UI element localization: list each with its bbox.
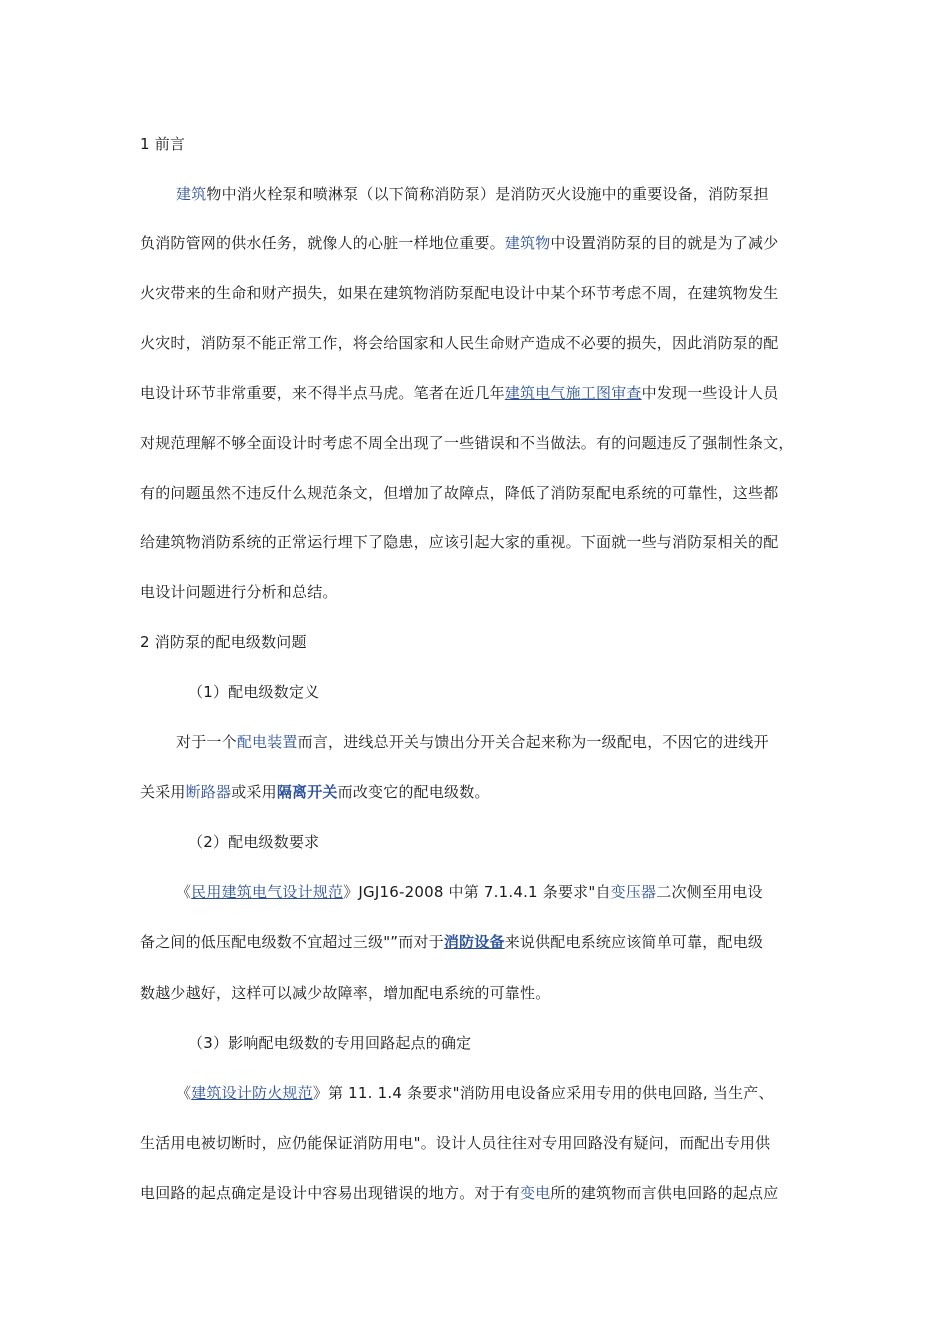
text-run: 火灾带来的生命和财产损失，如果在建筑物消防泵配电设计中某个环节考虑不周，在建筑物发生 — [140, 284, 779, 302]
keyword-term[interactable]: 变电 — [520, 1184, 551, 1202]
paragraph-line — [176, 184, 856, 204]
paragraph-line — [140, 782, 820, 802]
text-run: （3）影响配电级数的专用回路起点的确定 — [188, 1034, 472, 1052]
text-run: （2）配电级数要求 — [188, 833, 320, 851]
text-run: 二次侧至用电设 — [656, 883, 763, 901]
paragraph-line — [140, 333, 820, 353]
keyword-term[interactable]: 变压器 — [610, 883, 657, 901]
section-heading-1 — [140, 134, 820, 154]
text-run: 数越少越好，这样可以减少故障率，增加配电系统的可靠性。 — [140, 984, 551, 1002]
text-run: 负消防管网的供水任务，就像人的心脏一样地位重要。 — [140, 234, 505, 252]
paragraph-line — [140, 283, 820, 303]
subsection-heading — [188, 682, 868, 702]
text-run: 对于一个 — [176, 733, 237, 751]
text-run: 电回路的起点确定是设计中容易出现错误的地方。对于有 — [140, 1184, 521, 1202]
text-run: 而改变它的配电级数。 — [337, 783, 490, 801]
text-run: 电设计问题进行分析和总结。 — [140, 583, 338, 601]
text-run: 《 — [176, 1084, 192, 1102]
text-run: 中发现一些设计人员 — [641, 384, 779, 402]
text-run: 电设计环节非常重要，来不得半点马虎。笔者在近几年 — [140, 384, 505, 402]
paragraph-line — [140, 1183, 820, 1203]
text-run: 》第 11. 1.4 条要求"消防用电设备应采用专用的供电回路, 当生产、 — [312, 1084, 774, 1102]
keyword-term[interactable]: 建筑 — [176, 185, 207, 203]
inline-link[interactable]: 建筑设计防火规范 — [191, 1084, 313, 1102]
text-run: 或采用 — [231, 783, 277, 801]
keyword-term[interactable]: 断路器 — [185, 783, 232, 801]
text-run: 火灾时，消防泵不能正常工作，将会给国家和人民生命财产造成不必要的损失，因此消防泵的配 — [140, 334, 779, 352]
text-run: 关采用 — [140, 783, 186, 801]
paragraph-line — [176, 1083, 856, 1103]
paragraph-line — [140, 932, 820, 952]
text-run: 1 前言 — [140, 135, 186, 153]
text-run: 《 — [176, 883, 192, 901]
inline-link[interactable]: 民用建筑电气设计规范 — [191, 883, 344, 901]
text-run: 对规范理解不够全面设计时考虑不周全出现了一些错误和不当做法。有的问题违反了强制性条文， — [140, 434, 794, 452]
paragraph-line — [140, 233, 820, 253]
text-run: 而言，进线总开关与馈出分开关合起来称为一级配电，不因它的进线开 — [297, 733, 769, 751]
text-run: 中设置消防泵的目的就是为了减少 — [550, 234, 779, 252]
paragraph-line — [140, 433, 820, 453]
paragraph-line — [176, 882, 856, 902]
text-run: 生活用电被切断时，应仍能保证消防用电"。设计人员往往对专用回路没有疑问，而配出专用供 — [140, 1134, 771, 1152]
paragraph-line — [140, 383, 820, 403]
paragraph-line — [140, 983, 820, 1003]
inline-link[interactable]: 消防设备 — [443, 933, 505, 951]
paragraph-line — [140, 483, 820, 503]
paragraph-line — [140, 1133, 820, 1153]
text-run: 2 消防泵的配电级数问题 — [140, 633, 307, 651]
paragraph-line — [140, 582, 820, 602]
keyword-term[interactable]: 隔离开关 — [276, 783, 338, 801]
section-heading-2 — [140, 632, 820, 652]
text-run: 》JGJ16-2008 中第 7.1.4.1 条要求"自 — [343, 883, 611, 901]
text-run: （1）配电级数定义 — [188, 683, 320, 701]
subsection-heading — [188, 832, 868, 852]
subsection-heading — [188, 1033, 868, 1053]
paragraph-line — [176, 732, 856, 752]
text-run: 备之间的低压配电级数不宜超过三级"”而对于 — [140, 933, 444, 951]
text-run: 所的建筑物而言供电回路的起点应 — [550, 1184, 779, 1202]
inline-link[interactable]: 建筑电气施工图审查 — [504, 384, 642, 402]
text-run: 有的问题虽然不违反什么规范条文，但增加了故障点，降低了消防泵配电系统的可靠性，这些都 — [140, 484, 779, 502]
text-run: 给建筑物消防系统的正常运行埋下了隐患，应该引起大家的重视。下面就一些与消防泵相关的配 — [140, 533, 779, 551]
text-run: 物中消火栓泵和喷淋泵（以下简称消防泵）是消防灭火设施中的重要设备，消防泵担 — [206, 185, 769, 203]
text-run: 来说供配电系统应该简单可靠，配电级 — [504, 933, 764, 951]
paragraph-line — [140, 532, 820, 552]
keyword-term[interactable]: 建筑物 — [504, 234, 551, 252]
keyword-term[interactable]: 配电装置 — [236, 733, 298, 751]
